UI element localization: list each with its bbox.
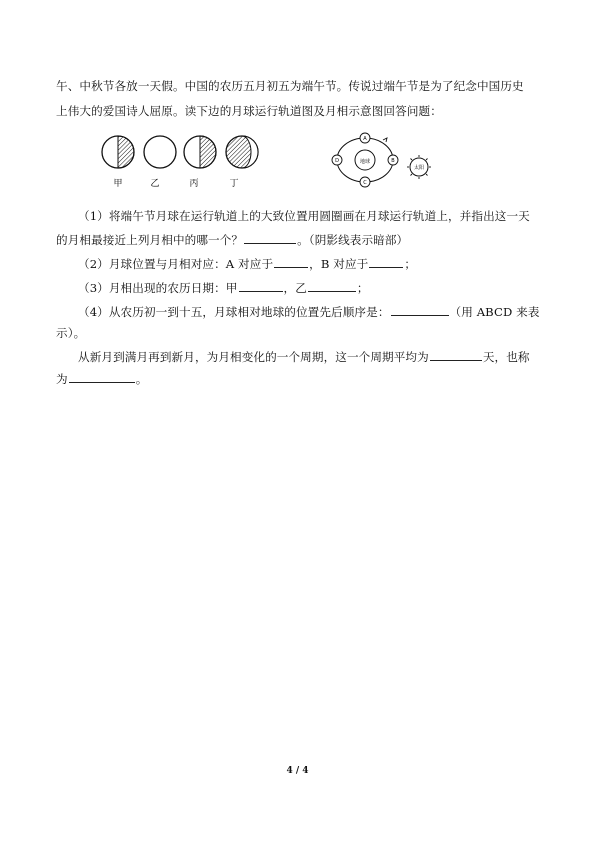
answer-blank[interactable] [391,303,449,316]
phase-label-yi: 乙 [150,179,160,189]
moon-figure [0,128,595,198]
answer-blank[interactable] [274,255,308,268]
paragraph-5-line-1: 从新月到满月再到新月，为月相变化的一个周期，这一个周期平均为 天，也称 [78,350,530,364]
answer-blank[interactable] [239,279,283,292]
question-1-line-2: 的月相最接近上列月相中的哪一个？ 。（阴影线表示暗部） [56,233,409,247]
earth-label: 地球 [359,159,371,165]
page-number: 4 / 4 [286,766,309,776]
moon-phase-ding [226,136,258,168]
answer-blank[interactable] [369,255,403,268]
moon-diagram [0,128,595,198]
sun-label: 太阳 [413,165,425,171]
paragraph-5-line-2: 为 。 [56,372,148,386]
answer-blank[interactable] [430,348,482,361]
question-2-line: （2）月球位置与月相对应：A 对应于 ，B 对应于 ； [78,257,417,271]
question-1-line-1: （1）将端午节月球在运行轨道上的大致位置用圆圈画在月球运行轨道上，并指出这一天 [78,209,530,223]
paragraph-line: 午、中秋节各放一天假。中国的农历五月初五为端午节。传说过端午节是为了纪念中国历史 [56,79,524,93]
question-4-line-1: （4）从农历初一到十五，月球相对地球的位置先后顺序是： （用 ABCD 来表 [78,305,540,319]
moon-phase-bing [184,136,216,168]
phase-label-ding: 丁 [229,179,239,189]
answer-blank[interactable] [244,231,296,244]
orbit-diagram [332,133,431,187]
answer-blank[interactable] [308,279,356,292]
sun-icon [407,155,431,179]
moon-phase-jia [102,136,134,168]
moon-phase-yi [144,136,176,168]
answer-blank[interactable] [69,370,135,383]
paragraph-line: 上伟大的爱国诗人屈原。读下边的月球运行轨道图及月相示意图回答问题： [56,104,442,118]
question-4-line-2: 示）。 [56,326,86,340]
question-3-line: （3）月相出现的农历日期：甲 ，乙 ； [78,281,369,295]
phase-label-bing: 丙 [189,179,199,189]
phase-label-jia: 甲 [113,179,123,189]
orbit-position-a: A [363,136,367,142]
orbit-position-b: B [391,158,395,164]
orbit-position-d: D [335,158,339,164]
orbit-position-c: C [363,180,367,186]
